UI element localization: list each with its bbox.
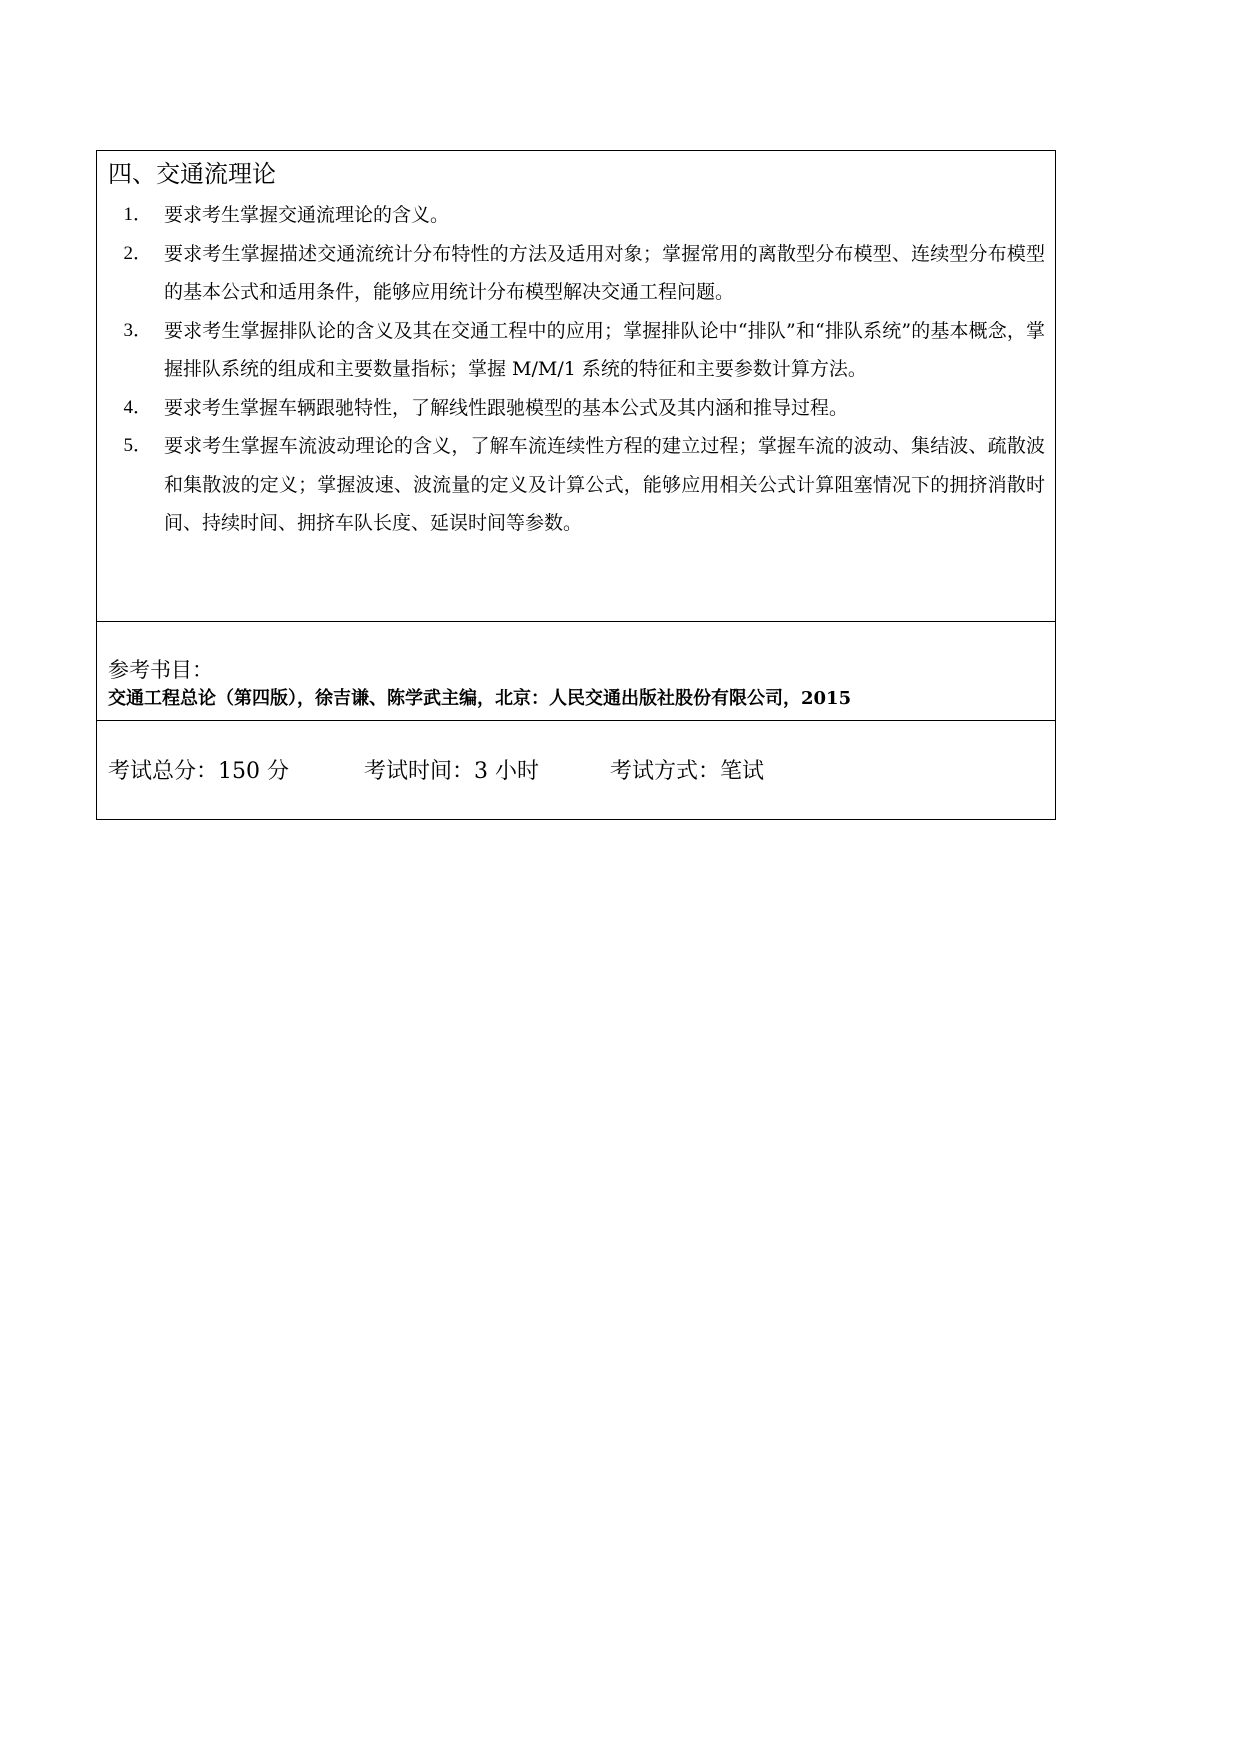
exam-info-row xyxy=(108,757,1045,787)
list-item xyxy=(108,235,1045,312)
list-item xyxy=(108,196,1045,235)
exam-method: 考试方式：笔试 xyxy=(610,759,765,784)
syllabus-table xyxy=(96,150,1056,820)
section-title: 四、交通流理论 xyxy=(108,160,276,188)
item-text: 要求考生掌握交通流理论的含义。 xyxy=(164,204,450,226)
references-section xyxy=(97,622,1055,721)
list-item xyxy=(108,427,1045,543)
exam-duration: 考试时间：3 小时 xyxy=(364,759,539,784)
item-number: 3． xyxy=(123,319,152,341)
item-number: 2． xyxy=(123,242,152,264)
item-text: 要求考生掌握车流波动理论的含义，了解车流连续性方程的建立过程；掌握车流的波动、集结波、疏散波和集散波的定义；掌握波速、波流量的定义及计算公式，能够应用相关公式计算阻塞情况下的拥挤消散时间、持续时间、拥挤车队长度、延误时间等参数。 xyxy=(164,435,1045,534)
item-number: 1． xyxy=(123,204,152,225)
item-text: 要求考生掌握描述交通流统计分布特性的方法及适用对象；掌握常用的离散型分布模型、连续型分布模型的基本公式和适用条件，能够应用统计分布模型解决交通工程问题。 xyxy=(164,242,1045,303)
list-item xyxy=(108,389,1045,428)
item-number: 5． xyxy=(123,435,152,456)
references-heading: 参考书目： xyxy=(108,658,213,682)
item-number: 4． xyxy=(123,396,152,418)
list-item xyxy=(108,312,1045,389)
reference-entry: 交通工程总论（第四版），徐吉谦、陈学武主编，北京：人民交通出版社股份有限公司，2015 xyxy=(108,688,852,709)
exam-total-score: 考试总分：150 分 xyxy=(108,759,289,784)
syllabus-section xyxy=(97,151,1055,622)
exam-info-section xyxy=(97,721,1055,819)
item-text: 要求考生掌握车辆跟驰特性，了解线性跟驰模型的基本公式及其内涵和推导过程。 xyxy=(164,396,849,419)
item-text: 要求考生掌握排队论的含义及其在交通工程中的应用；掌握排队论中“排队”和“排队系统”的基本概念，掌握排队系统的组成和主要数量指标；掌握 M/M/1 系统的特征和主要参数计算方法。 xyxy=(164,319,1045,380)
